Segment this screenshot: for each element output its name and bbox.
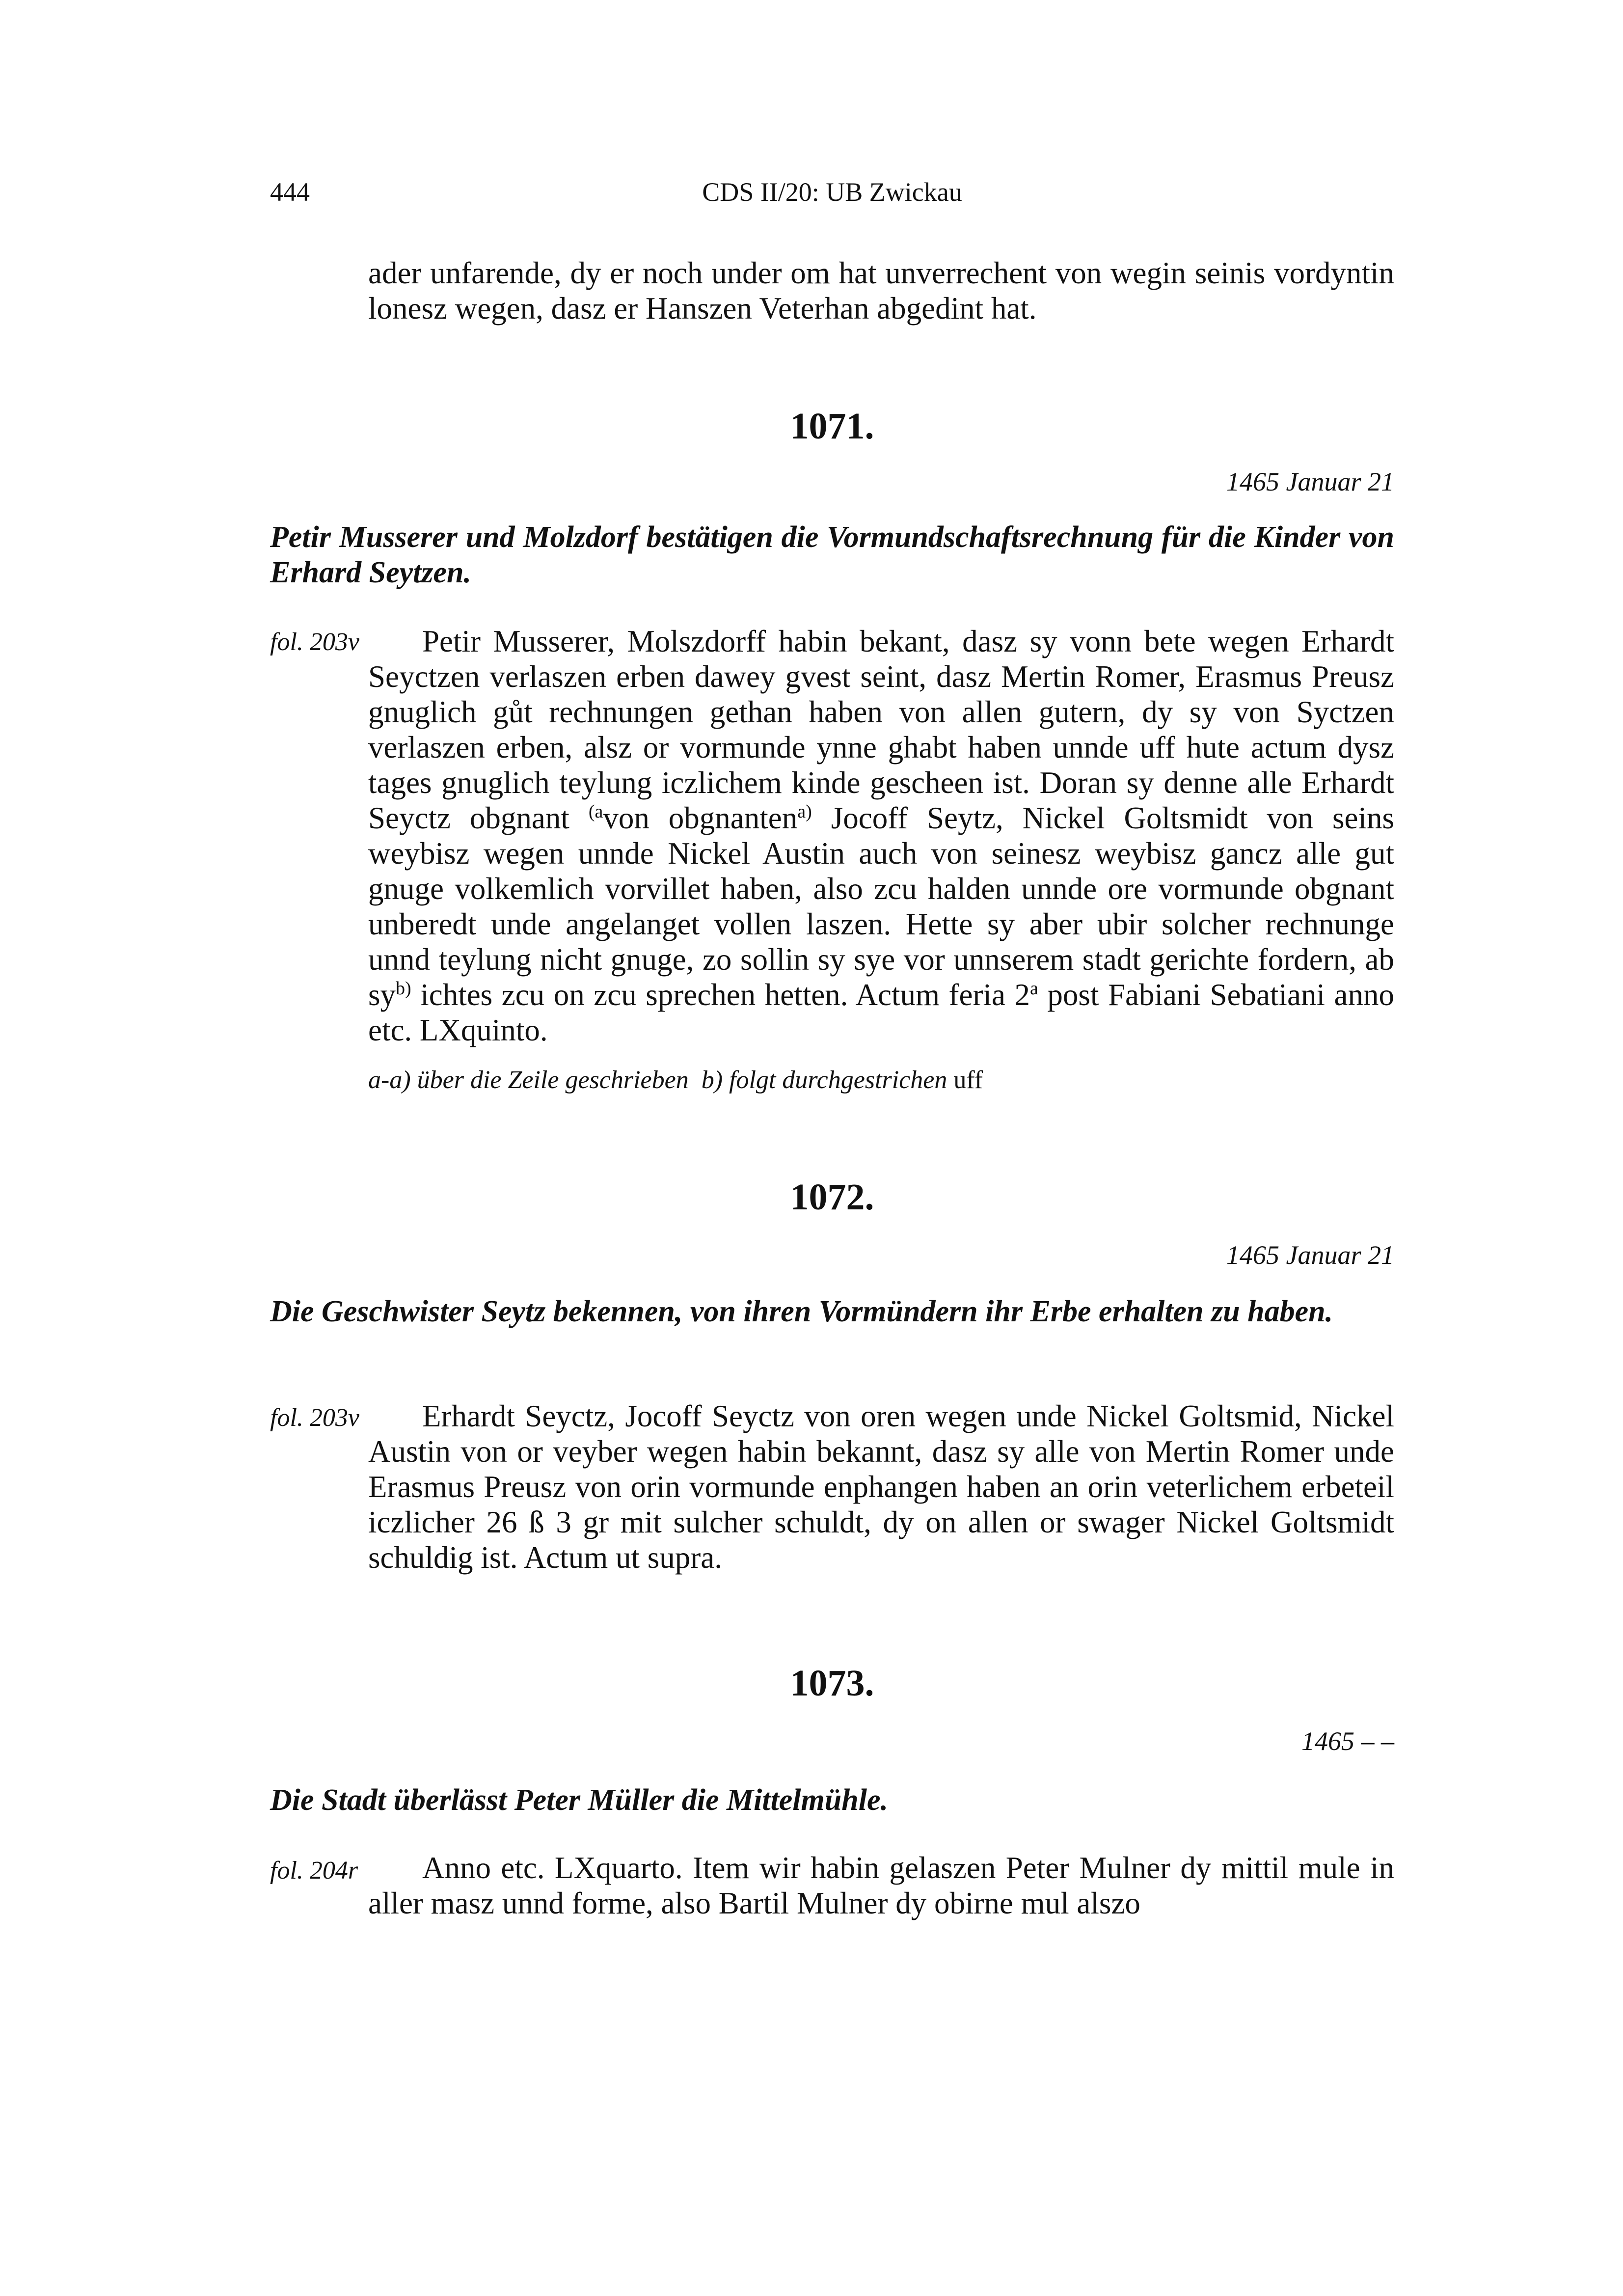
entry-number: 1073.: [790, 1663, 874, 1704]
entry-date: 1465 Januar 21: [1226, 1240, 1394, 1270]
entry-number: 1071.: [790, 406, 874, 447]
entry-date: 1465 – –: [1301, 1726, 1394, 1756]
superscript-a: a: [1029, 978, 1038, 999]
folio-reference: fol. 204r: [270, 1857, 358, 1885]
entry-text-part: von obgnanten: [603, 801, 798, 835]
entry-text-part: ichtes zcu on zcu sprechen hetten. Actum feria 2: [411, 978, 1030, 1012]
entry-text-part: Petir Musserer, Molszdorff habin bekant, dasz sy vonn bete wegen Erhardt Seyctzen verlaszen erben dawey gvest seint, dasz Mertin Romer, Erasmus Preusz gnuglich gůt rechnungen gethan haben von allen gutern, dy sy von Syctzen verlaszen erben, alsz or vormunde ynne ghabt haben unnde uff hute actum dysz tages gnuglich teylung iczlichem kinde gescheen ist. Doran sy denne alle Erhardt Seyctz obgnant: [368, 624, 1394, 835]
entry-text: [368, 624, 1394, 1048]
carryover-paragraph: ader unfarende, dy er noch under om hat unverrechent von wegin seinis vordyntin lonesz wegen, dasz er Hanszen Veterhan abgedint hat.: [368, 256, 1394, 326]
footnote-marker: (a: [588, 801, 603, 822]
footnote-marker: b): [396, 978, 411, 999]
entry-text-part: post Fabiani Sebatiani anno etc. LXquinto.: [368, 978, 1394, 1047]
entry-number: 1072.: [790, 1176, 874, 1218]
footnotes: [368, 1066, 983, 1094]
entry-date: 1465 Januar 21: [1226, 467, 1394, 496]
footnote-b: b) folgt durchgestrichen: [701, 1066, 947, 1094]
running-title: CDS II/20: UB Zwickau: [702, 177, 962, 207]
entry-heading: Die Stadt überlässt Peter Müller die Mittelmühle.: [270, 1783, 888, 1817]
footnote-a: a-a) über die Zeile geschrieben: [368, 1066, 689, 1094]
entry-text-part: Jocoff Seytz, Nickel Goltsmidt von seins weybisz wegen unnde Nickel Austin auch von seinesz weybisz gancz alle gut gnuge volkemlich vorvillet haben, also zcu halden unnde ore vormunde obgnant unberedt unde angelanget vollen laszen. Hette sy aber ubir solcher rechnunge unnd teylung nicht gnuge, zo sollin sy sye vor unnserem stadt gerichte fordern, ab sy: [368, 801, 1394, 1012]
folio-reference: fol. 203v: [270, 628, 359, 656]
entry-text: Anno etc. LXquarto. Item wir habin gelaszen Peter Mulner dy mittil mule in aller masz unnd forme, also Bartil Mulner dy obirne mul alszo: [368, 1851, 1394, 1920]
footnote-b-word: uff: [953, 1066, 983, 1094]
folio-reference: fol. 203v: [270, 1404, 359, 1432]
entry-heading: Petir Musserer und Molzdorf bestätigen die Vormundschaftsrechnung für die Kinder von Erhard Seytzen.: [270, 520, 1394, 589]
page-header: [270, 177, 1394, 216]
page-number: 444: [270, 177, 310, 207]
footnote-marker: a): [797, 801, 812, 822]
entry-heading: Die Geschwister Seytz bekennen, von ihren Vormündern ihr Erbe erhalten zu haben.: [270, 1295, 1333, 1328]
entry-text: Erhardt Seyctz, Jocoff Seyctz von oren wegen unde Nickel Goltsmid, Nickel Austin von or veyber wegen habin bekannt, dasz sy alle von Mertin Romer unde Erasmus Preusz von orin vormunde enphangen haben an orin veterlichem erbeteil iczlicher 26 ß 3 gr mit sulcher schuldt, dy on allen or swager Nickel Goltsmidt schuldig ist. Actum ut supra.: [368, 1399, 1394, 1575]
